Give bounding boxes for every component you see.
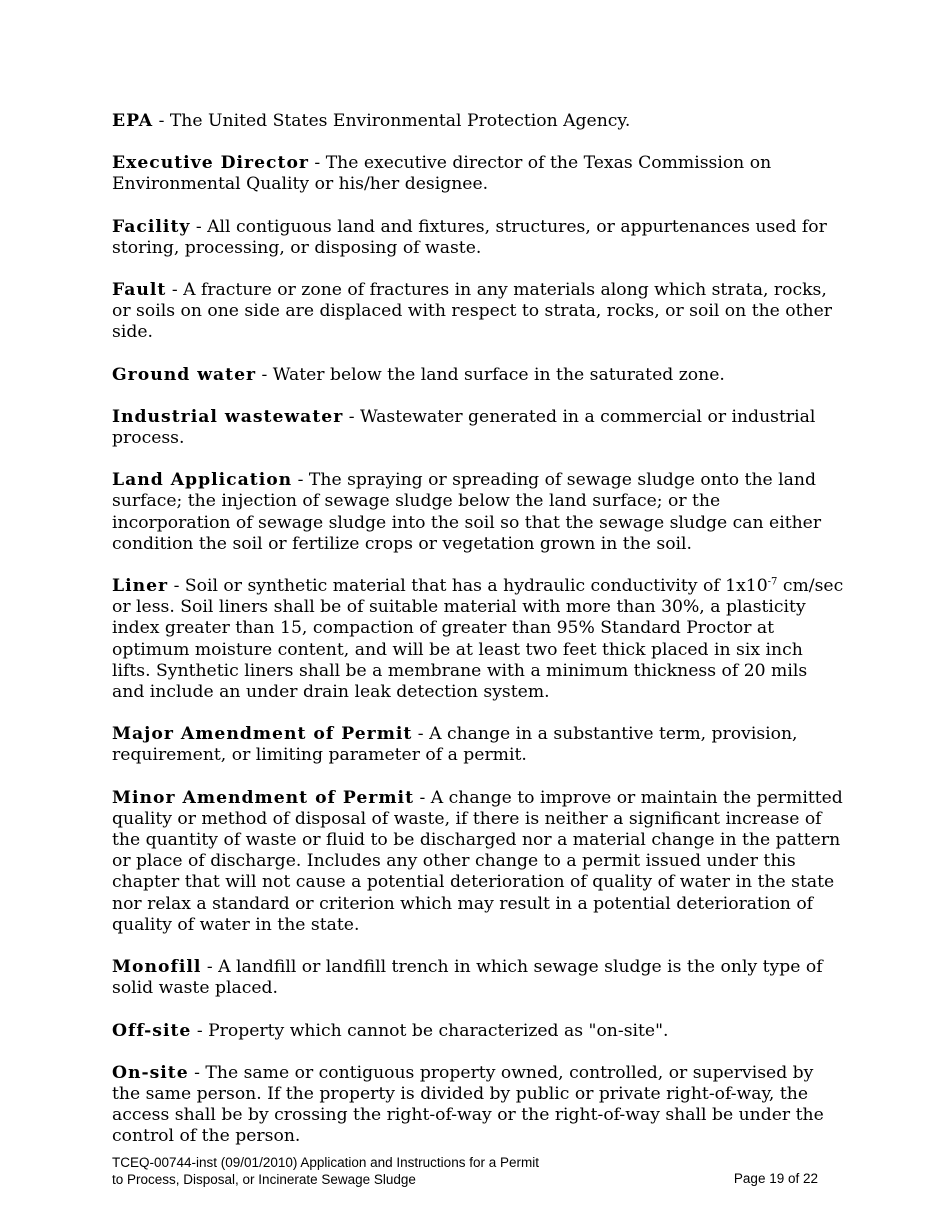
form-citation-line-1: TCEQ-00744-inst (09/01/2010) Application and Instructions for a Permit xyxy=(112,1155,539,1170)
page-number: Page 19 of 22 xyxy=(733,1171,818,1186)
definition-text: - Water below the land surface in the saturated zone. xyxy=(256,364,725,385)
definition-term: Facility xyxy=(112,216,191,237)
definition-text: - A fracture or zone of fractures in any materials along which strata, rocks, or soils on one side are displaced with respect to strata, rocks, or soil on the other side. xyxy=(112,280,833,343)
superscript-exponent: -7 xyxy=(767,576,778,588)
definition-monofill xyxy=(112,957,844,999)
definition-text: - The spraying or spreading of sewage sludge onto the land surface; the injection of sewage sludge below the land surface; or the incorporation of sewage sludge into the soil so that the sewage sludge can either condition the soil or fertilize crops or vegetation grown in the soil. xyxy=(112,470,822,554)
definition-major-amendment xyxy=(112,724,844,766)
definition-term: Off-site xyxy=(112,1020,192,1041)
definition-term: Monofill xyxy=(112,957,202,978)
definition-text: - Soil or synthetic material that has a hydraulic conductivity of 1x10 xyxy=(168,576,768,597)
definition-term: Industrial wastewater xyxy=(112,406,344,427)
form-citation xyxy=(112,1155,539,1188)
definition-text: - Property which cannot be characterized as "on-site". xyxy=(191,1020,669,1041)
definition-text: - Wastewater generated in a commercial or industrial process. xyxy=(112,406,816,449)
definition-term: Minor Amendment of Permit xyxy=(112,787,415,808)
definition-text: - A change in a substantive term, provision, requirement, or limiting parameter of a permit. xyxy=(112,724,798,766)
definition-ground-water xyxy=(112,365,844,386)
definition-epa xyxy=(112,111,844,132)
definition-minor-amendment xyxy=(112,788,844,936)
definition-off-site xyxy=(112,1021,844,1042)
definition-industrial-wastewater xyxy=(112,407,844,449)
definition-text: - The same or contiguous property owned, controlled, or supervised by the same person. If the property is divided by public or private right-of-way, the access shall be by crossing the right-of-way or the right-of-way shall be under the control of the person. xyxy=(112,1062,824,1147)
definition-term: Major Amendment of Permit xyxy=(112,724,413,745)
definition-text: - A change to improve or maintain the permitted quality or method of disposal of waste, if there is neither a significant increase of the quantity of waste or fluid to be discharged nor a material change in the pattern or place of discharge. Includes any other change to a permit issued under this chapter that will not cause a potential deterioration of quality of water in the state nor relax a standard or criterion which may result in a potential deterioration of quality of water in the state. xyxy=(112,787,843,935)
definition-text: - All contiguous land and fixtures, structures, or appurtenances used for storing, processing, or disposing of waste. xyxy=(112,216,827,258)
definition-land-application xyxy=(112,470,844,555)
definition-term: On-site xyxy=(112,1062,189,1083)
definition-on-site xyxy=(112,1063,844,1148)
definition-text: - The United States Environmental Protection Agency. xyxy=(153,111,631,131)
form-citation-line-2: to Process, Disposal, or Incinerate Sewage Sludge xyxy=(112,1171,416,1187)
definition-term: Land Application xyxy=(112,470,293,491)
definition-text: - The executive director of the Texas Commission on Environmental Quality or his/her designee. xyxy=(112,153,772,195)
definition-executive-director xyxy=(112,153,844,195)
definition-facility xyxy=(112,217,844,259)
definition-term: Ground water xyxy=(112,364,257,385)
definitions-list xyxy=(112,111,844,1169)
definition-liner xyxy=(112,576,844,703)
definition-term: Fault xyxy=(112,280,167,301)
definition-text-continued: cm/sec or less. Soil liners shall be of suitable material with more than 30%, a plasticity index greater than 15, compaction of greater than 95% Standard Proctor at optimum moisture content, and will be at least two feet thick placed in six inch lifts. Synthetic liners shall be a membrane with a minimum thickness of 20 mils and include an under drain leak detection system. xyxy=(112,576,844,703)
definition-text: - A landfill or landfill trench in which sewage sludge is the only type of solid waste placed. xyxy=(112,957,823,999)
definition-term: Liner xyxy=(112,576,169,597)
definition-fault xyxy=(112,280,844,344)
definition-term: EPA xyxy=(112,111,154,131)
definition-term: Executive Director xyxy=(112,153,309,174)
